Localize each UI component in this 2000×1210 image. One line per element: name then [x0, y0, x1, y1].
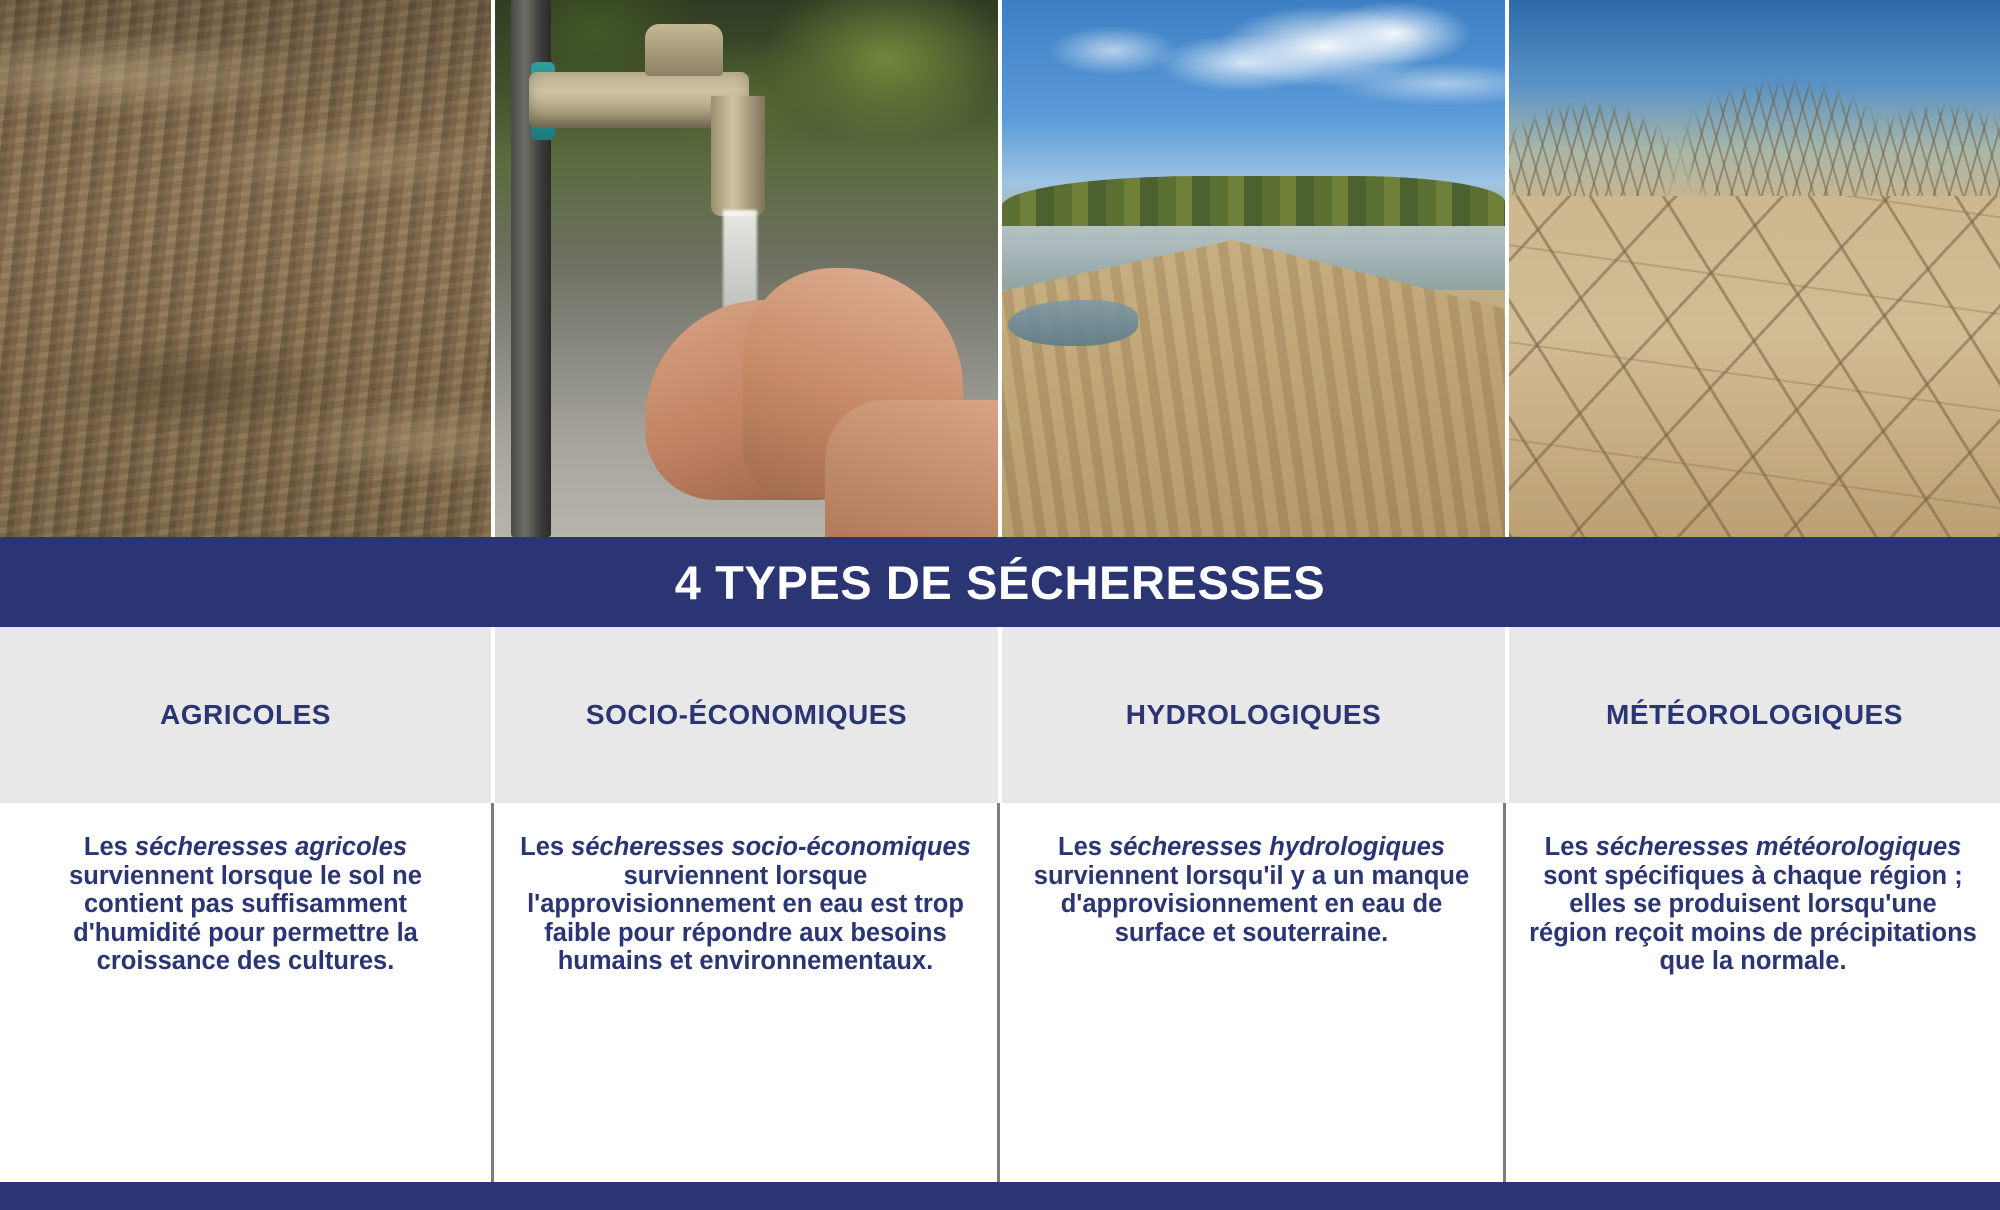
- column-header-label: MÉTÉOROLOGIQUES: [1606, 699, 1903, 730]
- description-emphasis: sécheresses météorologiques: [1595, 833, 1962, 861]
- dry-ploughed-field-photo: [0, 0, 495, 537]
- description-lead: Les: [1544, 833, 1596, 861]
- description-rest: surviennent lorsque l'approvisionnement en eau est trop faible pour répondre aux besoins humains et environnementaux.: [527, 861, 964, 976]
- footer-band: [0, 1182, 2000, 1210]
- description-rest: surviennent lorsqu'il y a un manque d'approvisionnement en eau de surface et souterraine.: [1033, 861, 1470, 947]
- puddle-shape: [1008, 300, 1138, 346]
- column-description-hydrologiques: [1000, 803, 1506, 1182]
- description-emphasis: sécheresses hydrologiques: [1109, 833, 1445, 861]
- description-rest: surviennent lorsque le sol ne contient pas suffisamment d'humidité pour permettre la croissance des cultures.: [69, 861, 422, 976]
- title-band: [0, 537, 2000, 627]
- column-headers-row: [0, 627, 2000, 803]
- cracked-ground-shape: [1509, 196, 2000, 537]
- column-descriptions-row: [0, 803, 2000, 1182]
- column-header-label: HYDROLOGIQUES: [1125, 699, 1382, 730]
- description-lead: Les: [1058, 833, 1110, 861]
- cracked-earth-photo: [1509, 0, 2000, 537]
- description-paragraph: [516, 833, 975, 976]
- description-rest: sont spécifiques à chaque région ; elles se produisent lorsqu'une région reçoit moins de précipitations que la normale.: [1529, 861, 1977, 976]
- description-emphasis: sécheresses agricoles: [134, 833, 408, 861]
- dry-riverbed-photo: [1002, 0, 1509, 537]
- column-description-socio-economiques: [494, 803, 1000, 1182]
- column-header-agricoles: [0, 627, 495, 803]
- tap-spout-shape: [711, 96, 765, 216]
- column-description-meteorologiques: [1506, 803, 2000, 1182]
- column-header-label: SOCIO-ÉCONOMIQUES: [585, 699, 908, 730]
- description-paragraph: [22, 833, 469, 976]
- description-emphasis: sécheresses socio-économiques: [571, 833, 971, 861]
- tap-handle-shape: [645, 24, 723, 76]
- column-header-label: AGRICOLES: [160, 699, 331, 730]
- column-header-hydrologiques: [1002, 627, 1509, 803]
- page-title: 4 TYPES DE SÉCHERESSES: [674, 555, 1326, 609]
- tap-water-hands-photo: [495, 0, 1002, 537]
- forearm-shape: [825, 400, 1002, 537]
- photo-strip: [0, 0, 2000, 537]
- description-paragraph: [1528, 833, 1978, 976]
- column-description-agricoles: [0, 803, 494, 1182]
- column-header-socio-economiques: [495, 627, 1002, 803]
- description-lead: Les: [83, 833, 135, 861]
- column-header-meteorologiques: [1509, 627, 2000, 803]
- description-paragraph: [1022, 833, 1481, 947]
- description-lead: Les: [520, 833, 572, 861]
- dry-shrubs-shape: [1509, 40, 2000, 220]
